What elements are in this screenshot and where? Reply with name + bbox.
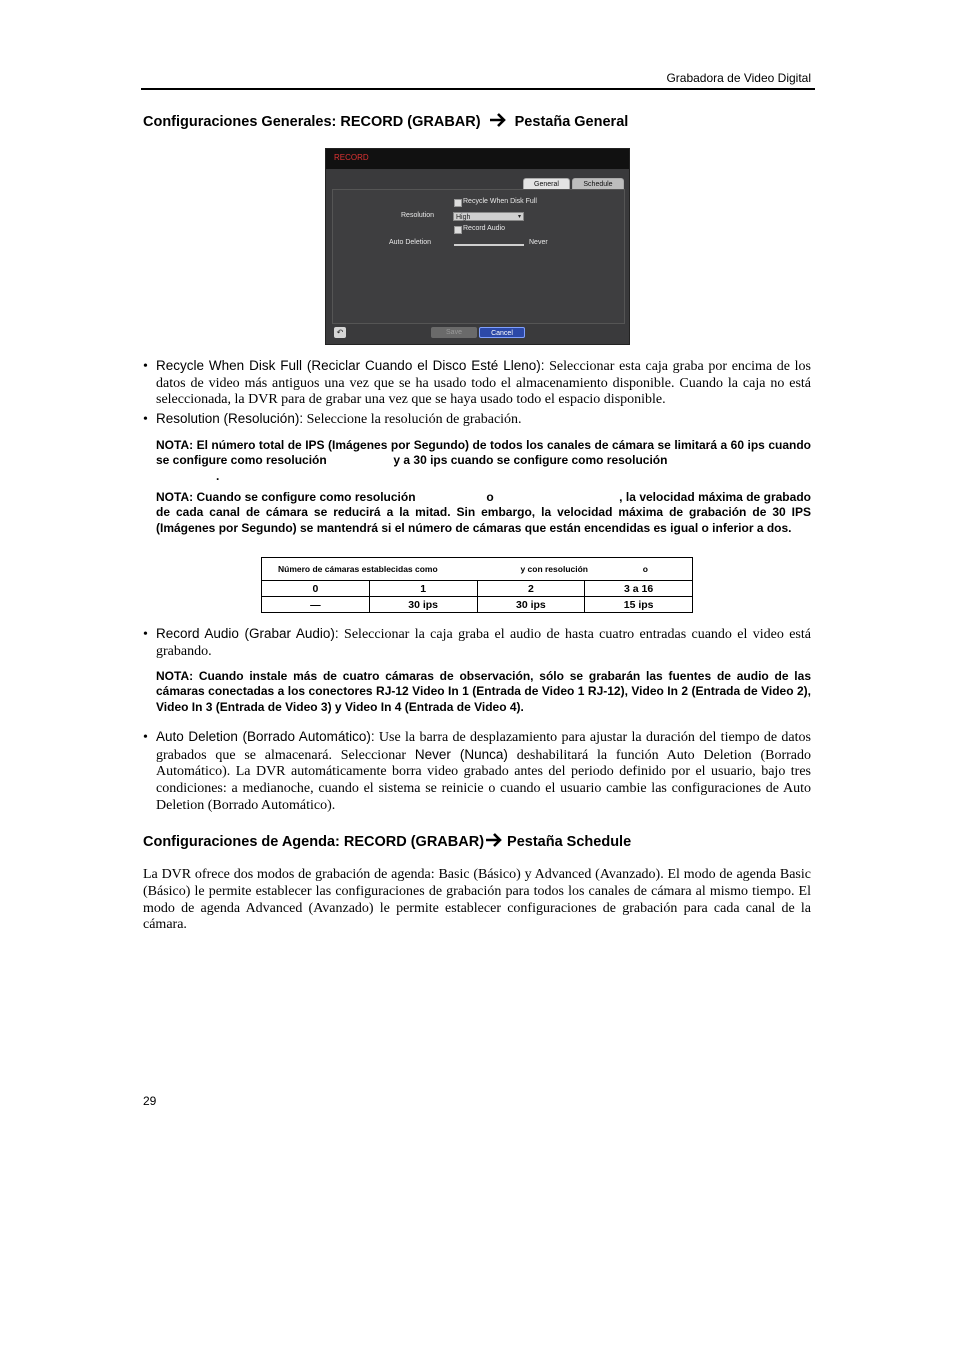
resolution-lead: Resolution (Resolución): [156, 411, 304, 426]
table-cell: 30 ips [369, 597, 477, 613]
auto-deletion-paragraph [156, 729, 811, 815]
tab-general[interactable]: General [523, 178, 570, 189]
running-header: Grabadora de Video Digital [666, 71, 811, 85]
table-row [262, 581, 693, 597]
record-audio-paragraph [156, 626, 811, 660]
resolution-value: High [456, 214, 471, 221]
auto-deletion-slider[interactable] [454, 244, 524, 246]
auto-deletion-value: Never [529, 239, 548, 246]
header-rule [141, 88, 815, 90]
table-header-cell [262, 558, 693, 581]
auto-deletion-text-b: deshabilitará la función Auto Deletion (Borrado Automático). La DVR automáticamente borra video grabado antes del periodo definido por el usuario, bajo tres condiciones: a medianoche, cuando el sistema se reinicie o cuando el usuario cambie las configuraciones de Auto Deletion (Borrado Automático). [156, 747, 811, 813]
tab-schedule[interactable]: Schedule [572, 178, 624, 189]
auto-deletion-lead: Auto Deletion (Borrado Automático): [156, 729, 375, 744]
note-ips-a: NOTA: El número total de IPS (Imágenes por Segundo) de todos los canales de cámara se limitará a 60 ips cuando se configure como resolución [156, 438, 811, 468]
bullet-icon: • [143, 412, 148, 427]
bullet-icon: • [143, 730, 148, 745]
auto-deletion-label: Auto Deletion [389, 239, 432, 246]
resolution-paragraph [156, 411, 811, 429]
section-title-right: Pestaña General [514, 114, 629, 130]
table-header-row [262, 558, 693, 581]
arrow-right-icon [485, 833, 503, 847]
table-row [262, 597, 693, 613]
table-cell: 30 ips [477, 597, 585, 613]
table-cell: 3 a 16 [585, 581, 693, 597]
bullet-icon: • [143, 359, 148, 374]
section-title-left: Configuraciones de Agenda: RECORD (GRABAR) [143, 834, 485, 850]
note-speed-b: , la velocidad máxima de grabado de cada canal de cámara se reducirá a la mitad. Sin embargo, la velocidad máxima de grabación de 30 IPS (Imágenes por Segundo) se mantendrá si el número de cámaras que están encendidas es igual o inferior a dos. [156, 490, 811, 535]
dvr-settings-panel [332, 189, 625, 324]
chevron-down-icon: ▾ [517, 214, 521, 220]
arrow-right-icon [489, 113, 507, 127]
record-audio-checkbox[interactable] [454, 226, 462, 234]
dvr-record-screenshot [325, 148, 630, 345]
back-icon[interactable]: ↶ [334, 327, 346, 338]
recycle-label: Recycle When Disk Full [463, 198, 537, 205]
auto-deletion-never: Never (Nunca) [414, 746, 508, 762]
record-audio-text: Seleccionar la caja graba el audio de hasta cuatro entradas cuando el video está grabando. [156, 627, 811, 659]
note-audio: NOTA: Cuando instale más de cuatro cámaras de observación, sólo se grabarán las fuentes de audio de las cámaras conectadas a los conectores RJ-12 Video In 1 (Entrada de Video 1 RJ-12), Video In 2 (Entrada de Video 2), Video In 3 (Entrada de Video 3) y Video In 4 (Entrada de Video 4). [156, 669, 811, 714]
table-cell: 0 [262, 581, 370, 597]
note-ips-b: y a 30 ips cuando se configure como resolución [393, 453, 668, 468]
dvr-window-title: RECORD [334, 153, 369, 162]
dvr-titlebar [326, 149, 629, 169]
note-ips-c: . [216, 468, 220, 483]
recycle-lead: Recycle When Disk Full (Reciclar Cuando el Disco Esté Lleno): [156, 358, 545, 373]
section-title-right: Pestaña Schedule [507, 834, 632, 850]
table-cell: 1 [369, 581, 477, 597]
resolution-dropdown[interactable] [453, 212, 524, 221]
section-title-schedule [143, 833, 631, 850]
record-audio-lead: Record Audio (Grabar Audio): [156, 626, 339, 641]
bullet-icon: • [143, 627, 148, 642]
cancel-button[interactable]: Cancel [479, 327, 525, 338]
table-cell: — [262, 597, 370, 613]
record-audio-label: Record Audio [463, 225, 506, 232]
table-cell: 2 [477, 581, 585, 597]
resolution-text: Seleccione la resolución de grabación. [303, 412, 522, 427]
auto-deletion-text-a: Use la barra de desplazamiento para ajustar la duración del tiempo de datos grabados que se almacenará. Seleccionar [156, 730, 811, 763]
note-ips [156, 438, 811, 484]
save-button[interactable]: Save [431, 327, 477, 338]
section-title-general [143, 113, 628, 130]
table-cell: 15 ips [585, 597, 693, 613]
recycle-text: Seleccionar esta caja graba por encima de los datos de video más antiguos una vez que se ha usado todo el almacenamiento disponible. Cuando la caja no está seleccionada, la DVR para de grabar una vez que se haya usado todo el espacio disponible. [156, 359, 811, 408]
note-speed-a: NOTA: Cuando se configure como resolución [156, 490, 416, 504]
fps-table [261, 557, 693, 613]
schedule-intro-paragraph: La DVR ofrece dos modos de grabación de agenda: Basic (Básico) y Advanced (Avanzado). El modo de agenda Basic (Básico) le permite establecer las configuraciones de grabación para todos los canales de cámara al mismo tiempo. El modo de agenda Advanced (Avanzado) le permite establecer configuraciones de grabación para cada canal de la cámara. [143, 867, 811, 933]
table-header-a: Número de cámaras establecidas como [278, 564, 438, 574]
recycle-checkbox[interactable] [454, 199, 462, 207]
resolution-label: Resolution [401, 212, 435, 219]
section-title-left: Configuraciones Generales: RECORD (GRABAR) [143, 114, 481, 130]
page-number: 29 [143, 1094, 157, 1108]
table-header-c: o [642, 564, 648, 574]
recycle-paragraph [156, 358, 811, 409]
table-header-b: y con resolución [520, 564, 588, 574]
note-speed-o: o [486, 490, 494, 504]
note-speed [156, 490, 811, 536]
